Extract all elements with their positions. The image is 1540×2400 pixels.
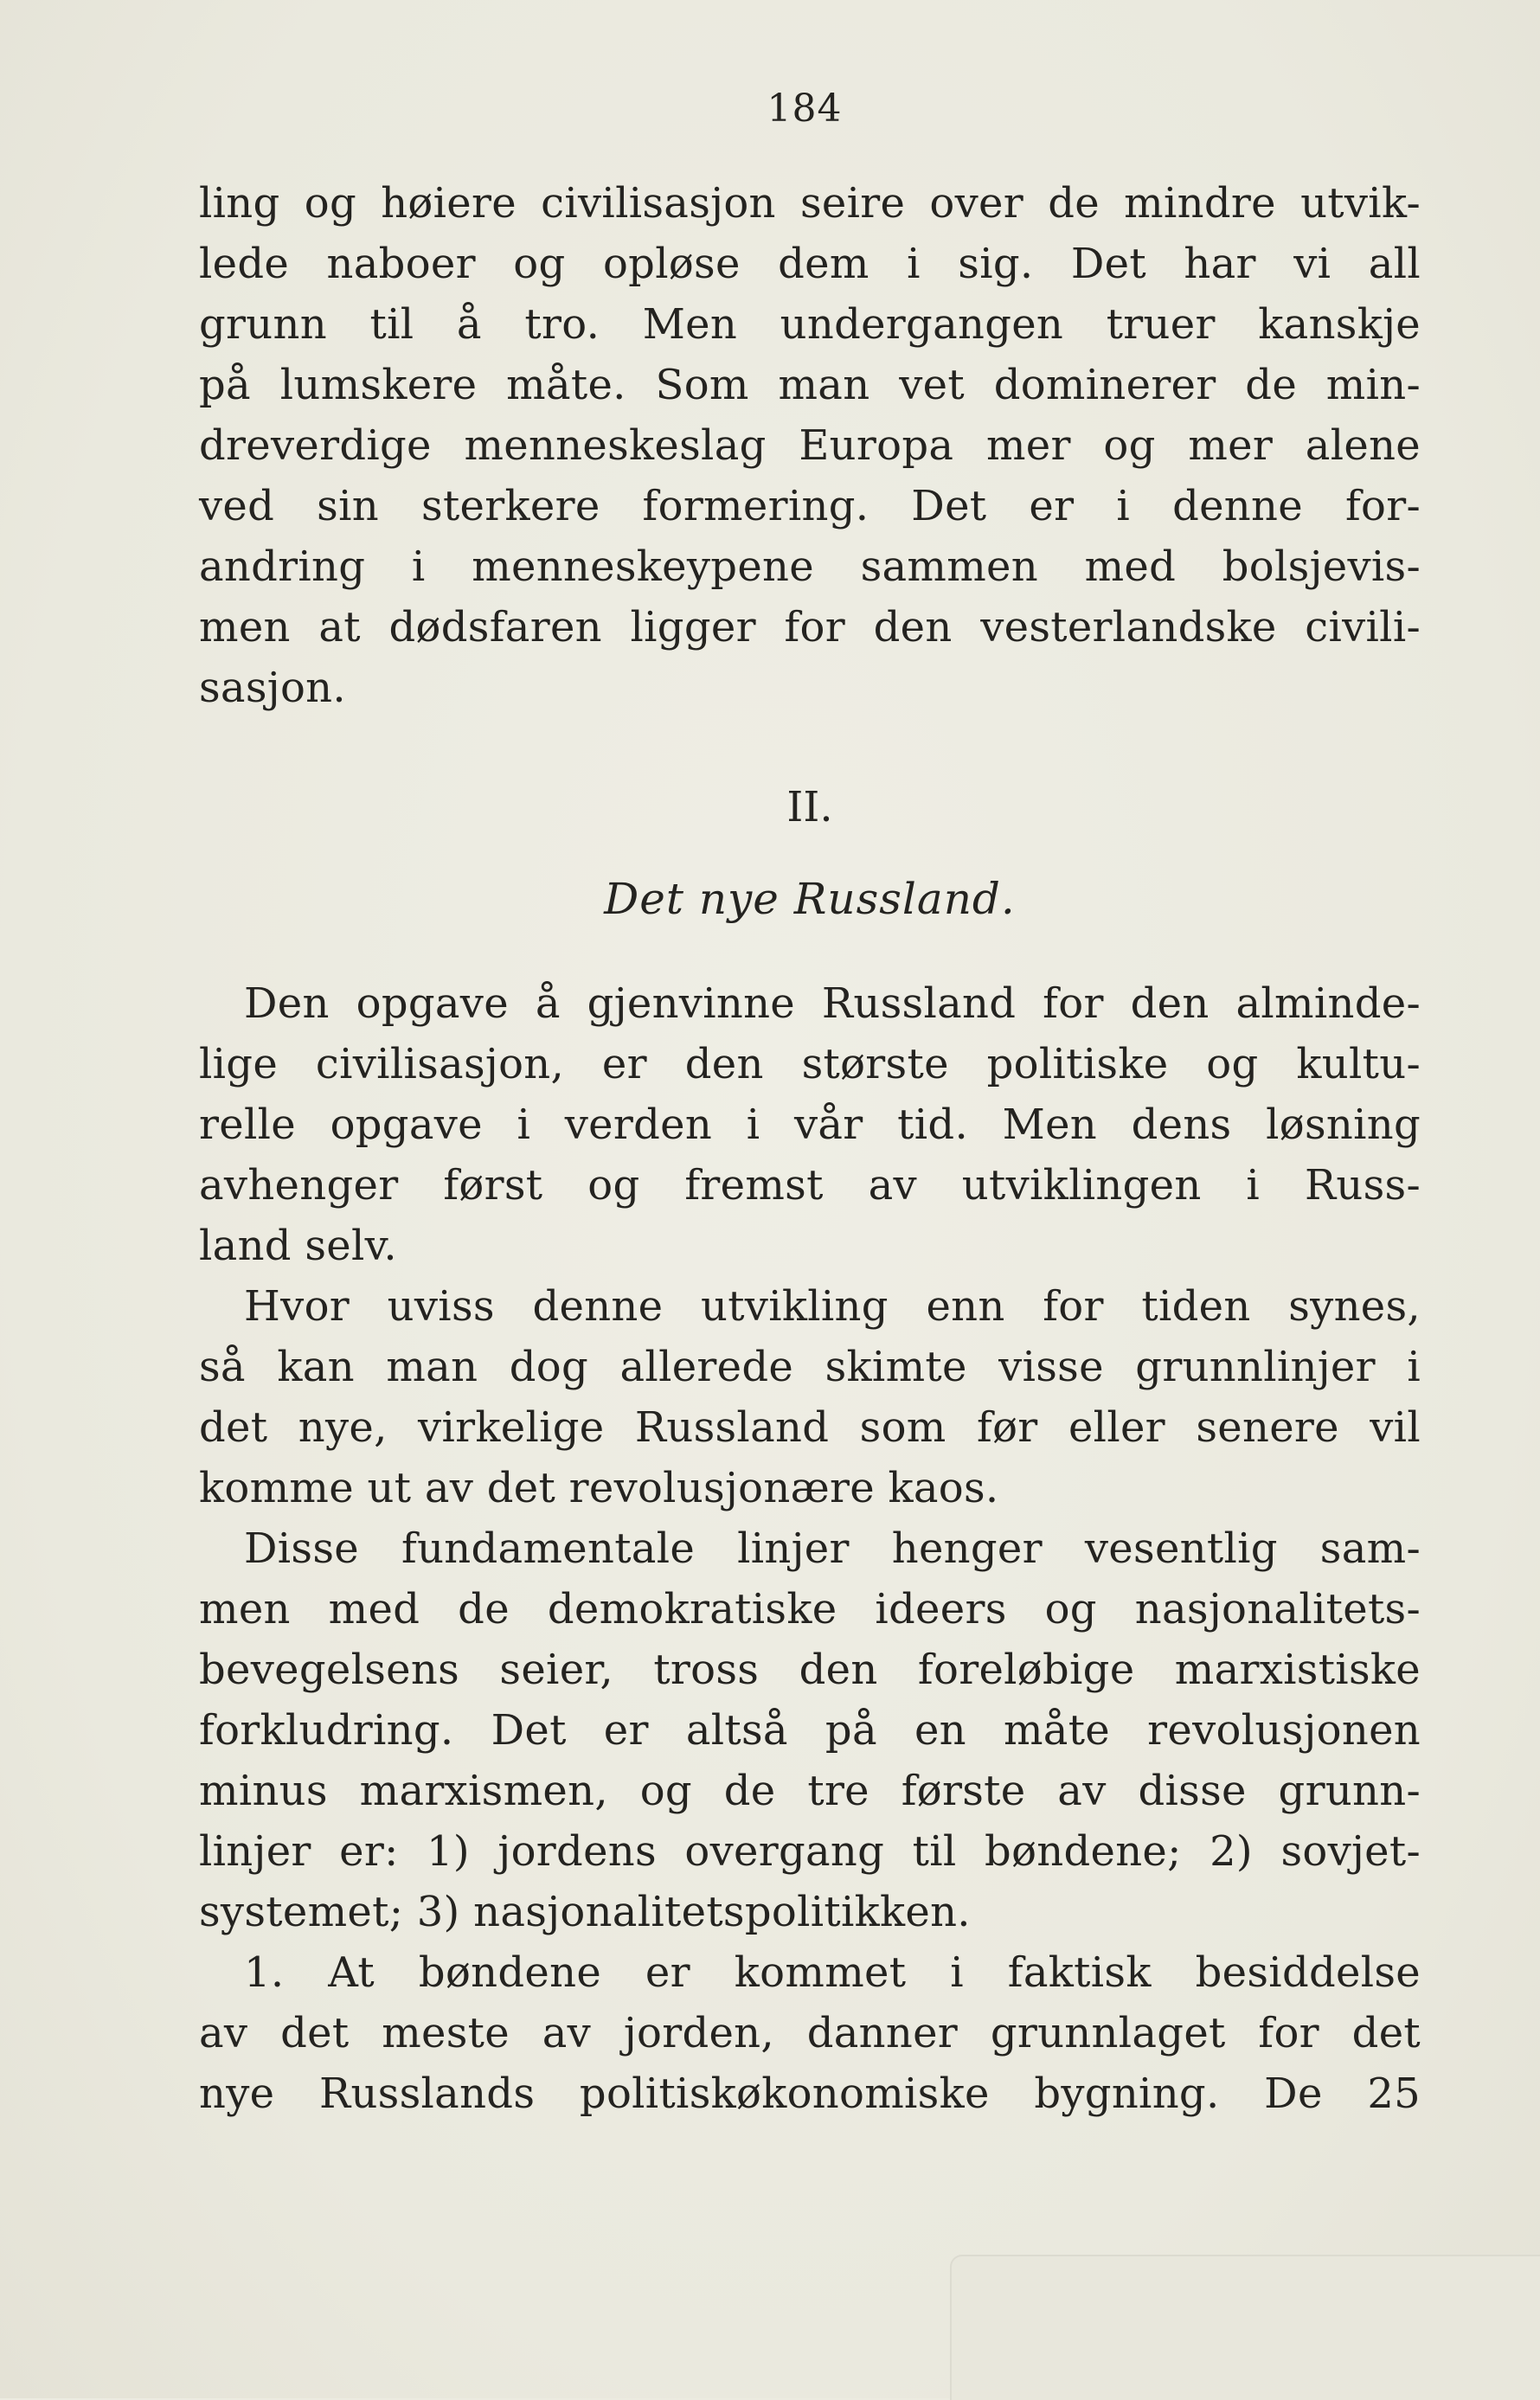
text-line: Hvor uviss denne utvikling enn for tiden synes, (244, 1282, 1421, 1331)
text-line: linjer er: 1) jordens overgang til bøndene; 2) sovjet- (199, 1827, 1421, 1876)
text-line: systemet; 3) nasjonalitetspolitikken. (199, 1888, 971, 1936)
section-body (199, 973, 1421, 2124)
section-title: Det nye Russland. (604, 874, 1016, 924)
page-edge-shadow (950, 2255, 1540, 2400)
text-line: sasjon. (199, 664, 346, 712)
text-line: dreverdige menneskeslag Europa mer og mer alene (199, 421, 1421, 470)
text-line: 1. At bøndene er kommet i faktisk besiddelse (244, 1948, 1421, 1997)
text-line: andring i menneskeypene sammen med bolsjevis- (199, 542, 1421, 591)
text-line: relle opgave i verden i vår tid. Men dens løsning (199, 1101, 1421, 1149)
text-line: minus marxismen, og de tre første av disse grunn- (199, 1767, 1421, 1815)
text-line: ved sin sterkere formering. Det er i denne for- (199, 482, 1421, 530)
text-line: det nye, virkelige Russland som før eller senere vil (199, 1403, 1421, 1452)
text-line: forkludring. Det er altså på en måte revolusjonen (199, 1706, 1421, 1755)
text-line: så kan man dog allerede skimte visse grunnlinjer i (199, 1343, 1421, 1391)
section-number: II. (786, 783, 833, 831)
text-line: lige civilisasjon, er den største politiske og kultu- (199, 1040, 1421, 1088)
text-line: Den opgave å gjenvinne Russland for den alminde- (244, 979, 1421, 1028)
text-line: ling og høiere civilisasjon seire over de mindre utvik- (199, 179, 1421, 228)
text-line: Disse fundamentale linjer henger vesentlig sam- (244, 1524, 1421, 1573)
paragraph-continued (199, 173, 1421, 718)
text-line: bevegelsens seier, tross den foreløbige marxistiske (199, 1646, 1421, 1694)
text-line: på lumskere måte. Som man vet dominerer de min- (199, 361, 1421, 409)
text-line: nye Russlands politiskøkonomiske bygning. De 25 (199, 2070, 1421, 2118)
page-number: 184 (767, 87, 843, 131)
text-line: land selv. (199, 1222, 397, 1270)
text-line: komme ut av det revolusjonære kaos. (199, 1464, 999, 1512)
text-line: av det meste av jorden, danner grunnlaget for det (199, 2009, 1421, 2057)
text-line: grunn til å tro. Men undergangen truer kanskje (199, 300, 1421, 349)
text-line: lede naboer og opløse dem i sig. Det har vi all (199, 240, 1421, 288)
text-line: avhenger først og fremst av utviklingen i Russ- (199, 1161, 1421, 1210)
text-line: men med de demokratiske ideers og nasjonalitets- (199, 1585, 1421, 1633)
text-line: men at dødsfaren ligger for den vesterlandske civili- (199, 603, 1421, 651)
